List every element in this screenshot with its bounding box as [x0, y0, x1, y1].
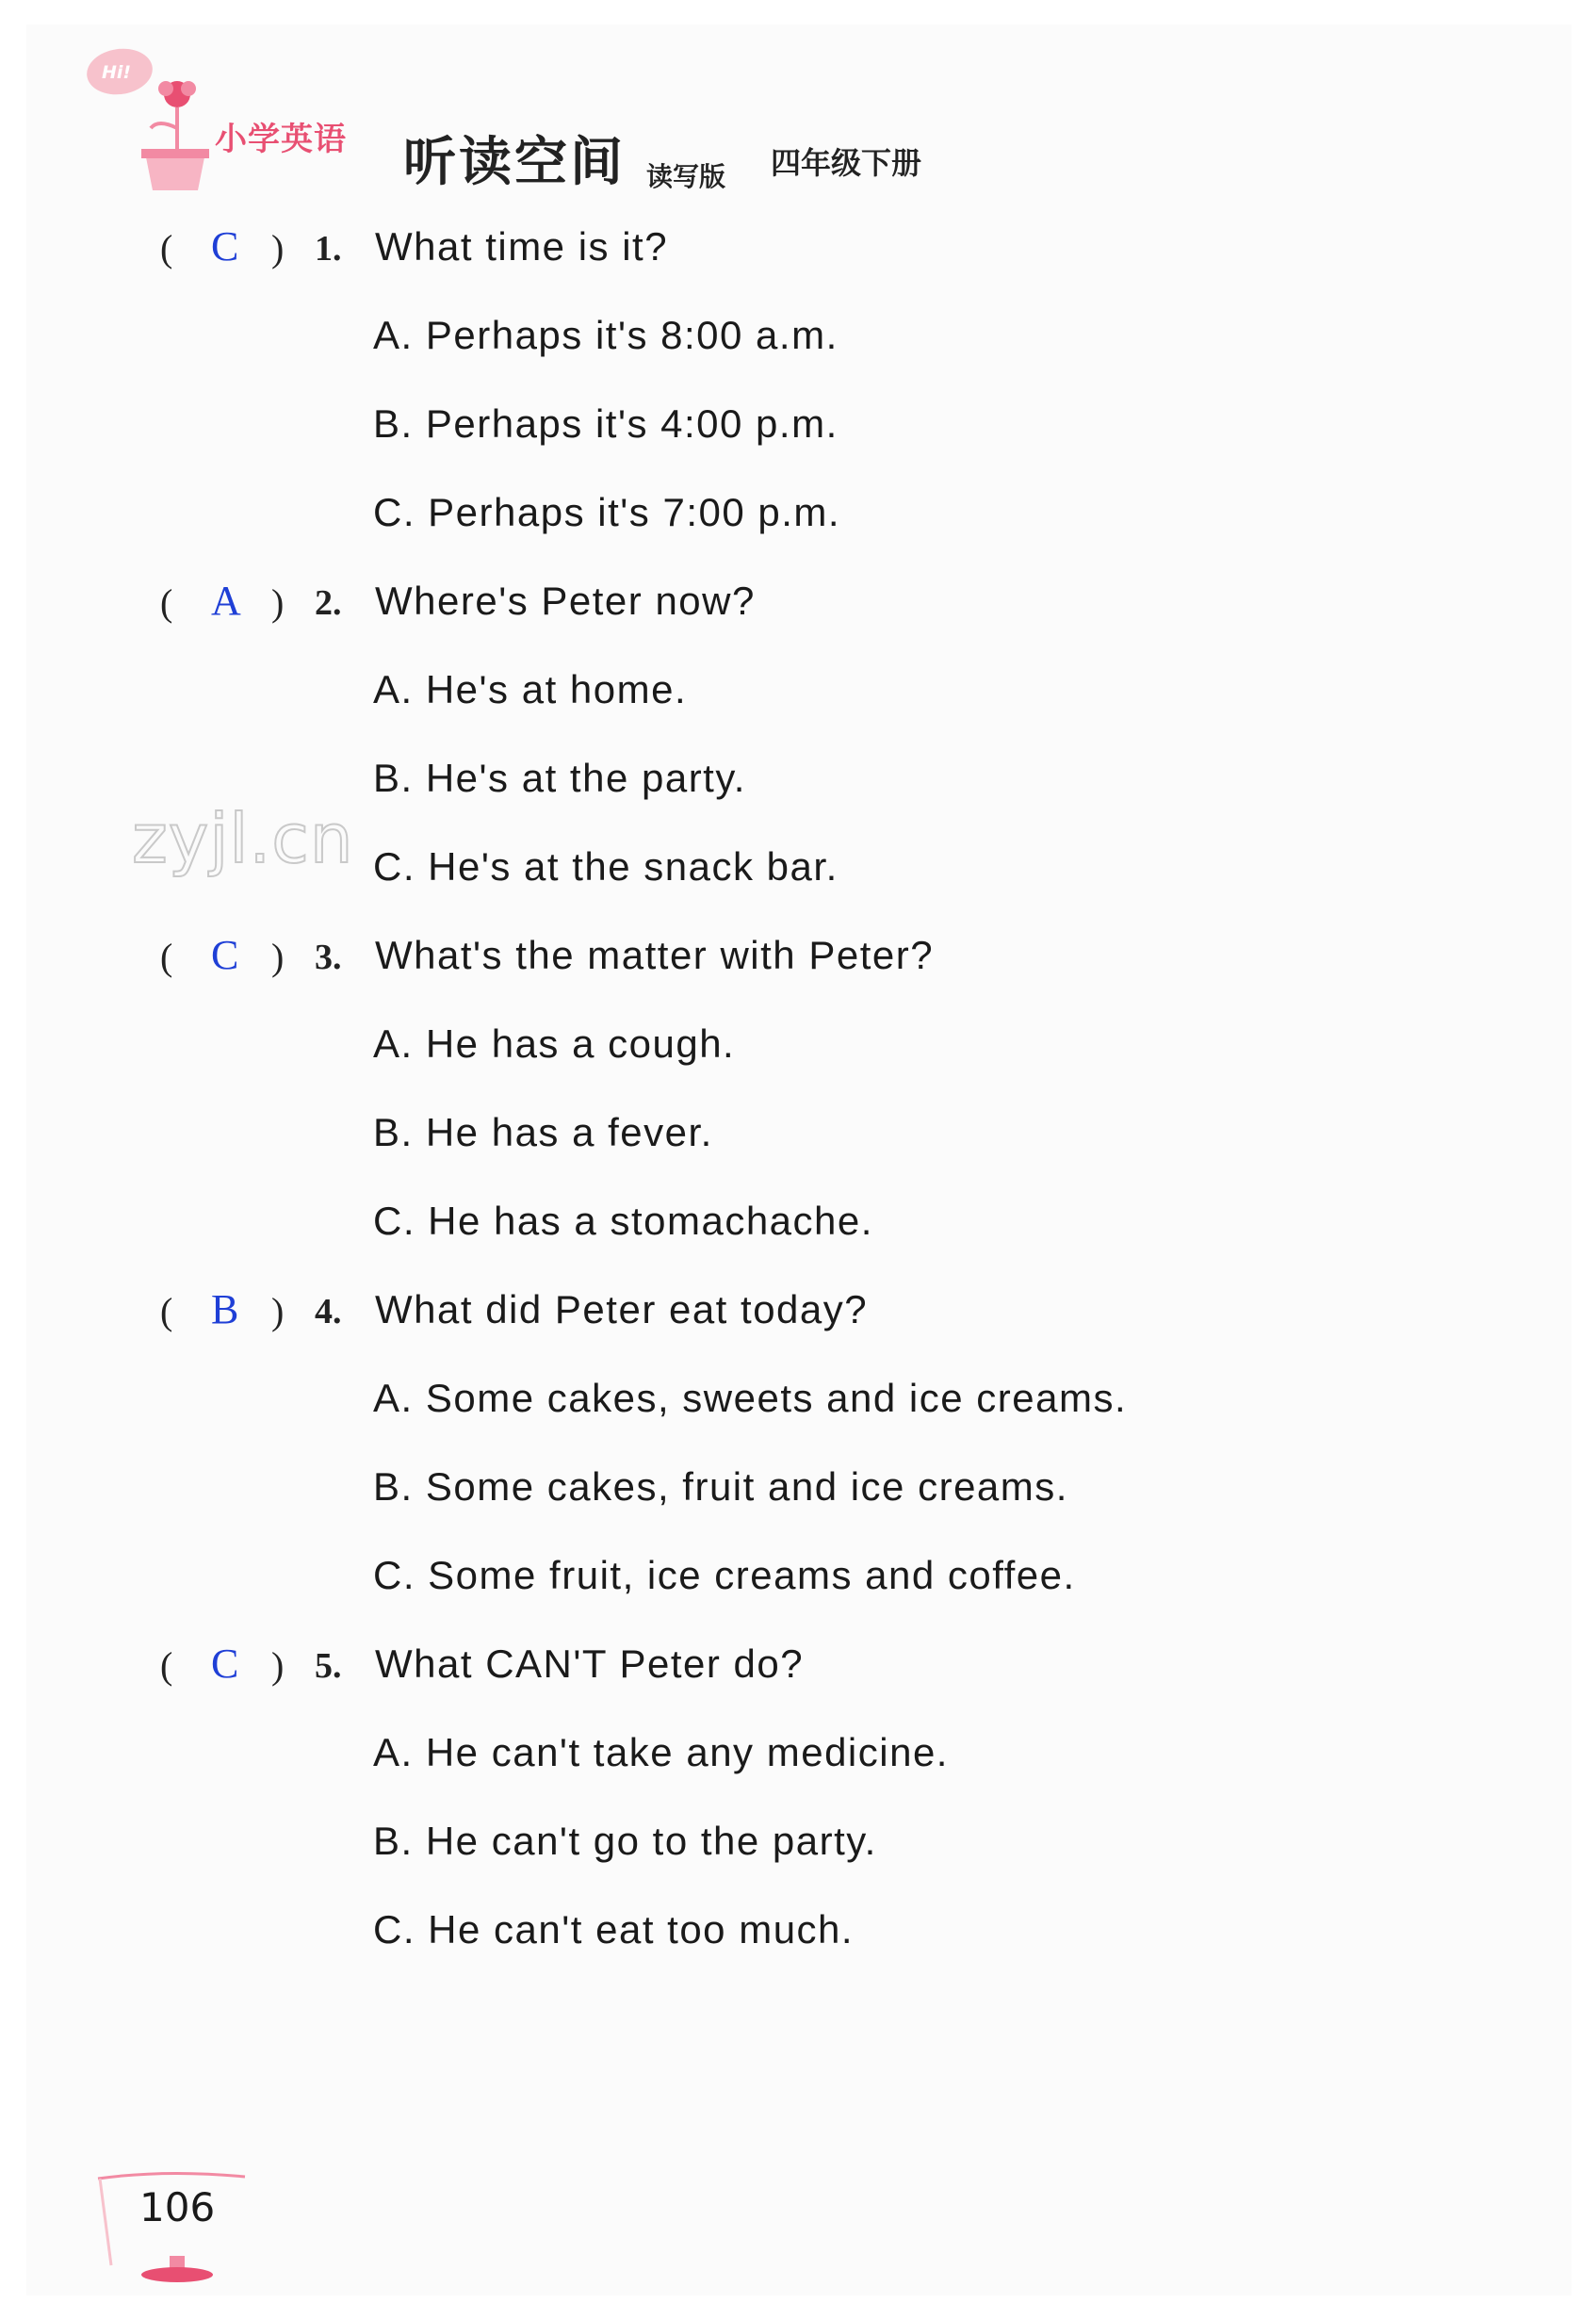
option-3a: A. He has a cough. [373, 1021, 736, 1066]
open-paren: ( [160, 1644, 173, 1687]
option-1a: A. Perhaps it's 8:00 a.m. [373, 313, 839, 357]
option-4b: B. Some cakes, fruit and ice creams. [373, 1464, 1068, 1509]
option-5b: B. He can't go to the party. [373, 1819, 877, 1863]
flower-pot-icon [138, 73, 213, 196]
question-number-4: 4. [315, 1292, 342, 1331]
question-text-2: Where's Peter now? [375, 579, 756, 623]
edition-label: 读写版 [646, 161, 726, 192]
option-5a: A. He can't take any medicine. [373, 1730, 949, 1774]
option-2a: A. He's at home. [373, 667, 688, 711]
open-paren: ( [160, 1290, 173, 1332]
option-4c: C. Some fruit, ice creams and coffee. [373, 1553, 1076, 1597]
open-paren: ( [160, 581, 173, 624]
open-paren: ( [160, 227, 173, 269]
question-text-4: What did Peter eat today? [375, 1287, 869, 1331]
close-paren: ) [271, 1644, 285, 1687]
series-small-title: 小学英语 [215, 121, 347, 158]
question-number-2: 2. [315, 583, 342, 623]
option-1c: C. Perhaps it's 7:00 p.m. [373, 490, 841, 534]
answer-2: A [211, 578, 241, 624]
answer-5: C [211, 1641, 239, 1687]
series-big-title [403, 121, 626, 196]
grade-label: 四年级下册 [771, 145, 922, 181]
page-sheet [26, 24, 1572, 2295]
open-paren: ( [160, 936, 173, 978]
page-number: 106 [139, 2184, 216, 2230]
question-text-5: What CAN'T Peter do? [375, 1641, 805, 1686]
close-paren: ) [271, 1290, 285, 1332]
answer-3: C [211, 932, 239, 978]
question-number-1: 1. [315, 229, 342, 269]
question-number-3: 3. [315, 938, 342, 977]
close-paren: ) [271, 227, 285, 269]
option-5c: C. He can't eat too much. [373, 1907, 855, 1952]
option-2c: C. He's at the snack bar. [373, 844, 839, 889]
option-3b: B. He has a fever. [373, 1110, 713, 1154]
option-4a: A. Some cakes, sweets and ice creams. [373, 1376, 1128, 1420]
series-big-text: 听读空间 [403, 132, 626, 193]
hi-label: Hi! [102, 62, 132, 83]
option-3c: C. He has a stomachache. [373, 1199, 873, 1243]
question-text-1: What time is it? [375, 224, 669, 269]
question-number-5: 5. [315, 1646, 342, 1686]
close-paren: ) [271, 581, 285, 624]
option-1b: B. Perhaps it's 4:00 p.m. [373, 401, 839, 446]
close-paren: ) [271, 936, 285, 978]
answer-4: B [211, 1286, 239, 1332]
answer-1: C [211, 223, 239, 269]
watermark: zyjl.cn [132, 799, 354, 878]
option-2b: B. He's at the party. [373, 756, 746, 800]
question-text-3: What's the matter with Peter? [375, 933, 935, 977]
